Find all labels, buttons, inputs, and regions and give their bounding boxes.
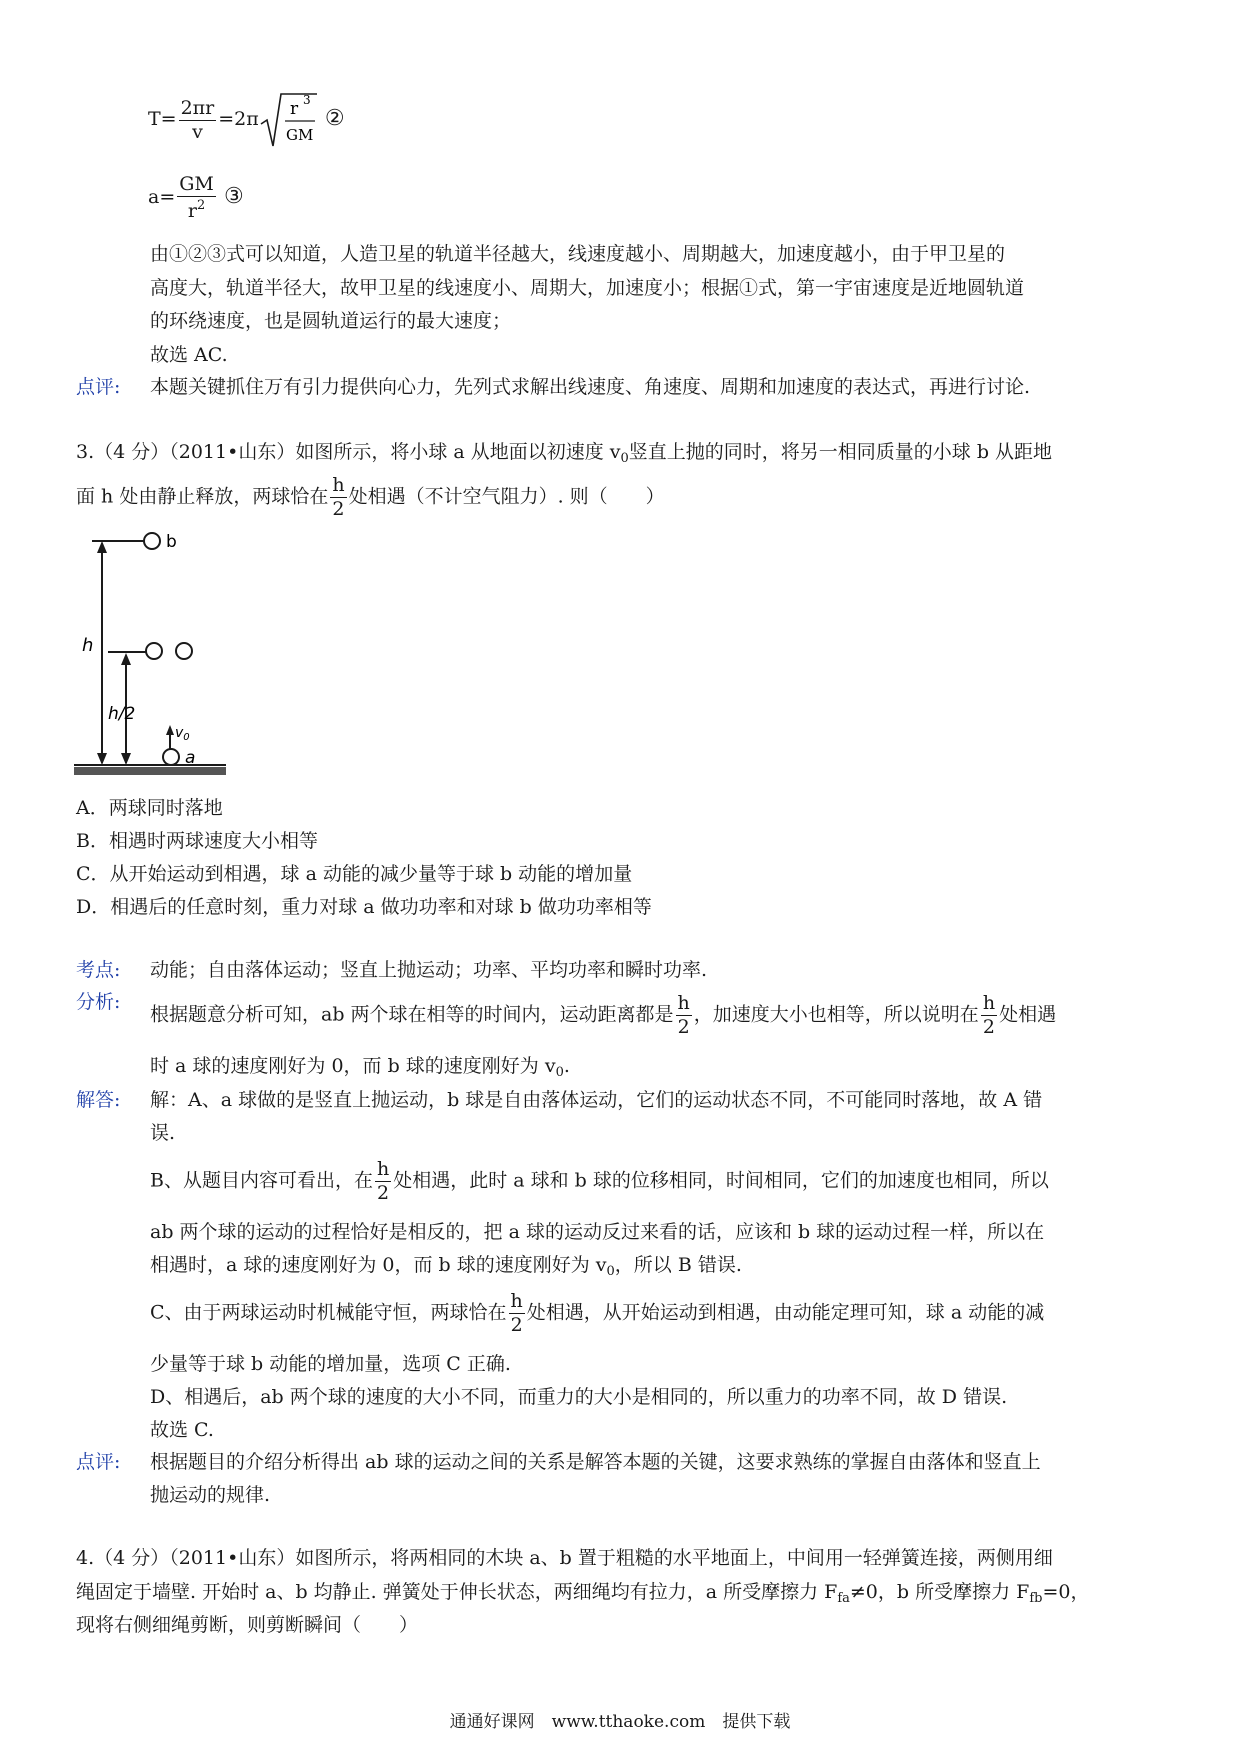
- q3-stem-line-2: 面 h 处由静止释放，两球恰在 $\frac{h}{2}$ 处相遇（不计空气阻力）. 则（ ）: [76, 474, 665, 520]
- q3-jieda-label: 解答:: [76, 1089, 121, 1111]
- q3-fenxi-label: 分析:: [76, 991, 121, 1013]
- q3-fenxi-line-1: 根据题意分析可知，ab 两个球在相等的时间内，运动距离都是 $\frac{h}{2}$ ，加速度大小也相等，所以说明在 $\frac{h}{2}$ 处相遇: [150, 992, 1057, 1038]
- q3-option-d: D．相遇后的任意时刻，重力对球 a 做功功率和对球 b 做功功率相等: [76, 896, 652, 918]
- svg-text:r: r: [289, 99, 298, 119]
- q3-answer-c-line-1: C、由于两球运动时机械能守恒，两球恰在 $\frac{h}{2}$ 处相遇，从开始运动到相遇，由动能定理可知，球 a 动能的减: [150, 1290, 1045, 1336]
- label-b: b: [166, 532, 177, 552]
- formula-acceleration: a= $\frac{GM}{r^2}$ ③: [148, 173, 244, 222]
- q3-kaodian-label: 考点:: [76, 959, 121, 981]
- q3-figure: [74, 525, 234, 775]
- ball-meet-2: [176, 643, 192, 659]
- h-arrow-bottom: [97, 753, 107, 765]
- formula-period: T= $\frac{2\pi r}{v}$ =2π r 3 GM ②: [148, 90, 345, 150]
- q3-answer-a-line-2: 误.: [150, 1122, 176, 1144]
- h2-arrow-top: [121, 653, 131, 665]
- q3-answer-d: D、相遇后，ab 两个球的速度的大小不同，而重力的大小是相同的，所以重力的功率不同，故 D 错误.: [150, 1386, 1008, 1408]
- q3-option-a: A．两球同时落地: [76, 797, 223, 819]
- q2-comment: 本题关键抓住万有引力提供向心力，先列式求解出线速度、角速度、周期和加速度的表达式，再进行讨论.: [150, 376, 1031, 398]
- q3-fenxi-line-2: 时 a 球的速度刚好为 0，而 b 球的速度刚好为 $v_0$.: [150, 1055, 570, 1080]
- q3-choose: 故选 C.: [150, 1419, 214, 1441]
- page-footer: 通通好课网 www.tthaoke.com 提供下载: [449, 1712, 791, 1732]
- label-h: h: [82, 635, 94, 656]
- h-arrow-top: [97, 541, 107, 553]
- q2-choose: 故选 AC.: [150, 344, 228, 366]
- q3-comment-line-2: 抛运动的规律.: [150, 1484, 271, 1506]
- q4-stem-line-1: 4.（4 分）（2011•山东）如图所示，将两相同的木块 a、b 置于粗糙的水平地面上，中间用一轻弹簧连接，两侧用细: [76, 1547, 1053, 1569]
- q3-answer-b-line-1: B、从题目内容可看出，在 $\frac{h}{2}$ 处相遇，此时 a 球和 b 球的位移相同，时间相同，它们的加速度也相同，所以: [150, 1158, 1049, 1204]
- q3-option-c: C．从开始运动到相遇，球 a 动能的减少量等于球 b 动能的增加量: [76, 863, 633, 885]
- q2-answer-line-2: 高度大，轨道半径大，故甲卫星的线速度小、周期大，加速度小；根据①式，第一宇宙速度是近地圆轨道: [150, 277, 1025, 299]
- svg-text:GM: GM: [285, 126, 314, 144]
- svg-text:3: 3: [302, 93, 311, 107]
- q3-kaodian: 动能；自由落体运动；竖直上抛运动；功率、平均功率和瞬时功率.: [150, 959, 708, 981]
- svg-text:v0: $v_0$: [175, 725, 190, 743]
- q2-answer-line-1: 由①②③式可以知道，人造卫星的轨道半径越大，线速度越小、周期越大，加速度越小，由于甲卫星的: [150, 243, 1006, 265]
- label-a: a: [185, 748, 196, 768]
- q2-answer-line-3: 的环绕速度，也是圆轨道运行的最大速度；: [150, 310, 512, 332]
- q3-answer-c-line-2: 少量等于球 b 动能的增加量，选项 C 正确.: [150, 1353, 511, 1375]
- q2-comment-label: 点评:: [76, 376, 121, 398]
- q3-answer-b-line-3: 相遇时，a 球的速度刚好为 0，而 b 球的速度刚好为 $v_0$，所以 B 错误.: [150, 1254, 742, 1279]
- q3-comment-label: 点评:: [76, 1451, 121, 1473]
- q3-answer-a-line-1: 解：A、a 球做的是竖直上抛运动，b 球是自由落体运动，它们的运动状态不同，不可能同时落地，故 A 错: [150, 1089, 1043, 1111]
- ball-meet-1: [146, 643, 162, 659]
- label-h-half: h/2: [108, 704, 136, 724]
- ball-b: [144, 533, 160, 549]
- ground: [74, 765, 226, 775]
- q3-answer-b-line-2: ab 两个球的运动的过程恰好是相反的，把 a 球的运动反过来看的话，应该和 b 球的运动过程一样，所以在: [150, 1221, 1045, 1243]
- q4-stem-line-3: 现将右侧细绳剪断，则剪断瞬间（ ）: [76, 1614, 419, 1636]
- q3-option-b: B．相遇时两球速度大小相等: [76, 830, 318, 852]
- q4-stem-line-2: 绳固定于墙壁. 开始时 a、b 均静止. 弹簧处于伸长状态，两细绳均有拉力，a 所受摩擦力 $F_{fa}\ne 0$，b 所受摩擦力 $F_{fb}=0$，: [76, 1581, 1090, 1606]
- ball-a: [163, 749, 179, 765]
- h2-arrow-bottom: [121, 753, 131, 765]
- q3-stem-line-1: 3.（4 分）（2011•山东）如图所示，将小球 a 从地面以初速度 $v_0$竖直上抛的同时，将另一相同质量的小球 b 从距地: [76, 441, 1053, 466]
- v0-arrow-head: [166, 725, 174, 735]
- sqrt-radical-icon: [259, 90, 319, 150]
- q3-comment-line-1: 根据题目的介绍分析得出 ab 球的运动之间的关系是解答本题的关键，这要求熟练的掌握自由落体和竖直上: [150, 1451, 1041, 1473]
